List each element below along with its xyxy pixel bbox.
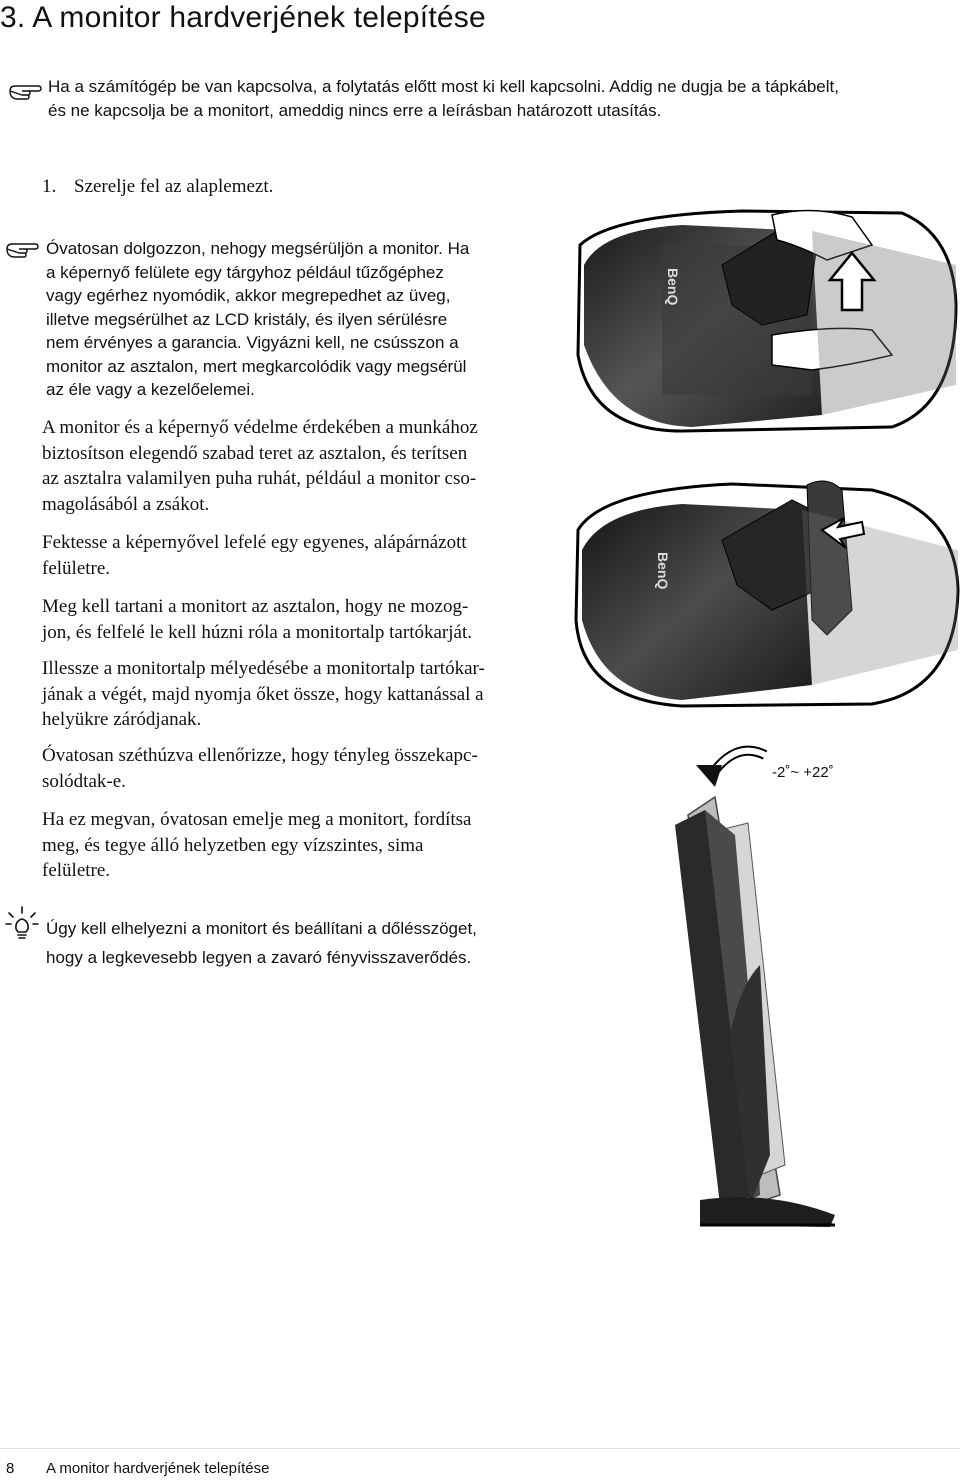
- pointing-hand-icon: [5, 236, 41, 260]
- note-2-line: illetve megsérülhet az LCD kristály, és ilyen sérülésre: [46, 309, 448, 329]
- note-2-line: a képernyő felülete egy tárgyhoz például tűzőgéphez: [46, 262, 444, 282]
- paragraph-stand-upright: [42, 807, 562, 884]
- note-2: [46, 237, 566, 402]
- note-2-line: monitor az asztalon, mert megkarcolódik vagy megsérül: [46, 356, 467, 376]
- paragraph-line: az asztalra valamilyen puha ruhát, például a monitor cso-: [42, 468, 477, 489]
- paragraph-line: helyükre záródjanak.: [42, 709, 202, 730]
- paragraph-line: Fektesse a képernyővel lefelé egy egyenes, alápárnázott: [42, 532, 467, 553]
- step-1-text: Szerelje fel az alaplemezt.: [74, 176, 274, 197]
- paragraph-line: biztosítson elegendő szabad teret az asztalon, és terítsen: [42, 442, 468, 464]
- tip-line-1: Úgy kell elhelyezni a monitort és beállítani a dőlésszöget,: [46, 919, 477, 938]
- page-title: 3. A monitor hardverjének telepítése: [0, 1, 486, 34]
- tip-line-2: hogy a legkevesebb legyen a zavaró fényvisszaverődés.: [46, 948, 472, 967]
- note-2-line: Óvatosan dolgozzon, nehogy megsérüljön a monitor. Ha: [46, 239, 470, 258]
- note-1-line-2: és ne kapcsolja be a monitort, ameddig nincs erre a leírásban határozott utasítás.: [48, 100, 662, 120]
- paragraph-protect-screen: [42, 415, 562, 517]
- paragraph-line: jon, és felfelé le kell húzni róla a monitortalp tartókarját.: [42, 621, 472, 643]
- paragraph-line: solódtak-e.: [42, 770, 126, 792]
- paragraph-check-connection: [42, 743, 562, 794]
- paragraph-line: jának a végét, majd nyomja őket össze, hogy kattanással a: [42, 683, 484, 705]
- paragraph-line: felületre.: [42, 557, 111, 579]
- illustration-tilt-side-view: [660, 735, 920, 1230]
- footer-rule: [0, 1448, 960, 1449]
- paragraph-line: A monitor és a képernyő védelme érdekében a munkához: [42, 417, 478, 438]
- pointing-hand-icon: [8, 78, 44, 102]
- note-2-line: vagy egérhez nyomódik, akkor megrepedhet az üveg,: [46, 286, 451, 305]
- paragraph-line: meg, és tegye álló helyzetben egy vízszintes, sima: [42, 834, 424, 856]
- page-number: 8: [6, 1460, 15, 1477]
- note-2-line: az éle vagy a kezelőelemei.: [46, 380, 255, 399]
- paragraph-fit-base: [42, 656, 562, 733]
- paragraph-line: Illessze a monitortalp mélyedésébe a monitortalp tartókar-: [42, 658, 485, 679]
- tilt-angle-label: -2˚~ +22˚: [772, 764, 834, 781]
- paragraph-line: Ha ez megvan, óvatosan emelje meg a monitort, fordítsa: [42, 809, 472, 830]
- illustration-pull-stand-arm: [572, 205, 960, 435]
- footer-section-title: A monitor hardverjének telepítése: [46, 1460, 270, 1477]
- curved-arrow-icon: [696, 765, 722, 787]
- tip: [46, 914, 606, 972]
- lightbulb-icon: [4, 905, 40, 945]
- paragraph-hold-monitor: [42, 594, 562, 645]
- note-1: [48, 75, 948, 122]
- note-1-line-1: Ha a számítógép be van kapcsolva, a folytatás előtt most ki kell kapcsolni. Addig ne dugja be a tápkábelt,: [48, 77, 839, 96]
- brand-logo: BenQ: [665, 268, 681, 306]
- note-2-line: nem érvényes a garancia. Vigyázni kell, ne csússzon a: [46, 333, 459, 352]
- paragraph-line: Óvatosan széthúzva ellenőrizze, hogy tényleg összekapc-: [42, 745, 478, 766]
- step-1-number: 1.: [42, 176, 57, 197]
- paragraph-lay-flat: [42, 530, 562, 581]
- paragraph-line: magolásából a zsákot.: [42, 493, 210, 515]
- paragraph-line: felületre.: [42, 860, 111, 881]
- brand-logo: BenQ: [655, 552, 671, 590]
- illustration-attach-stand-arm: [572, 470, 960, 710]
- paragraph-line: Meg kell tartani a monitort az asztalon, hogy ne mozog-: [42, 596, 469, 617]
